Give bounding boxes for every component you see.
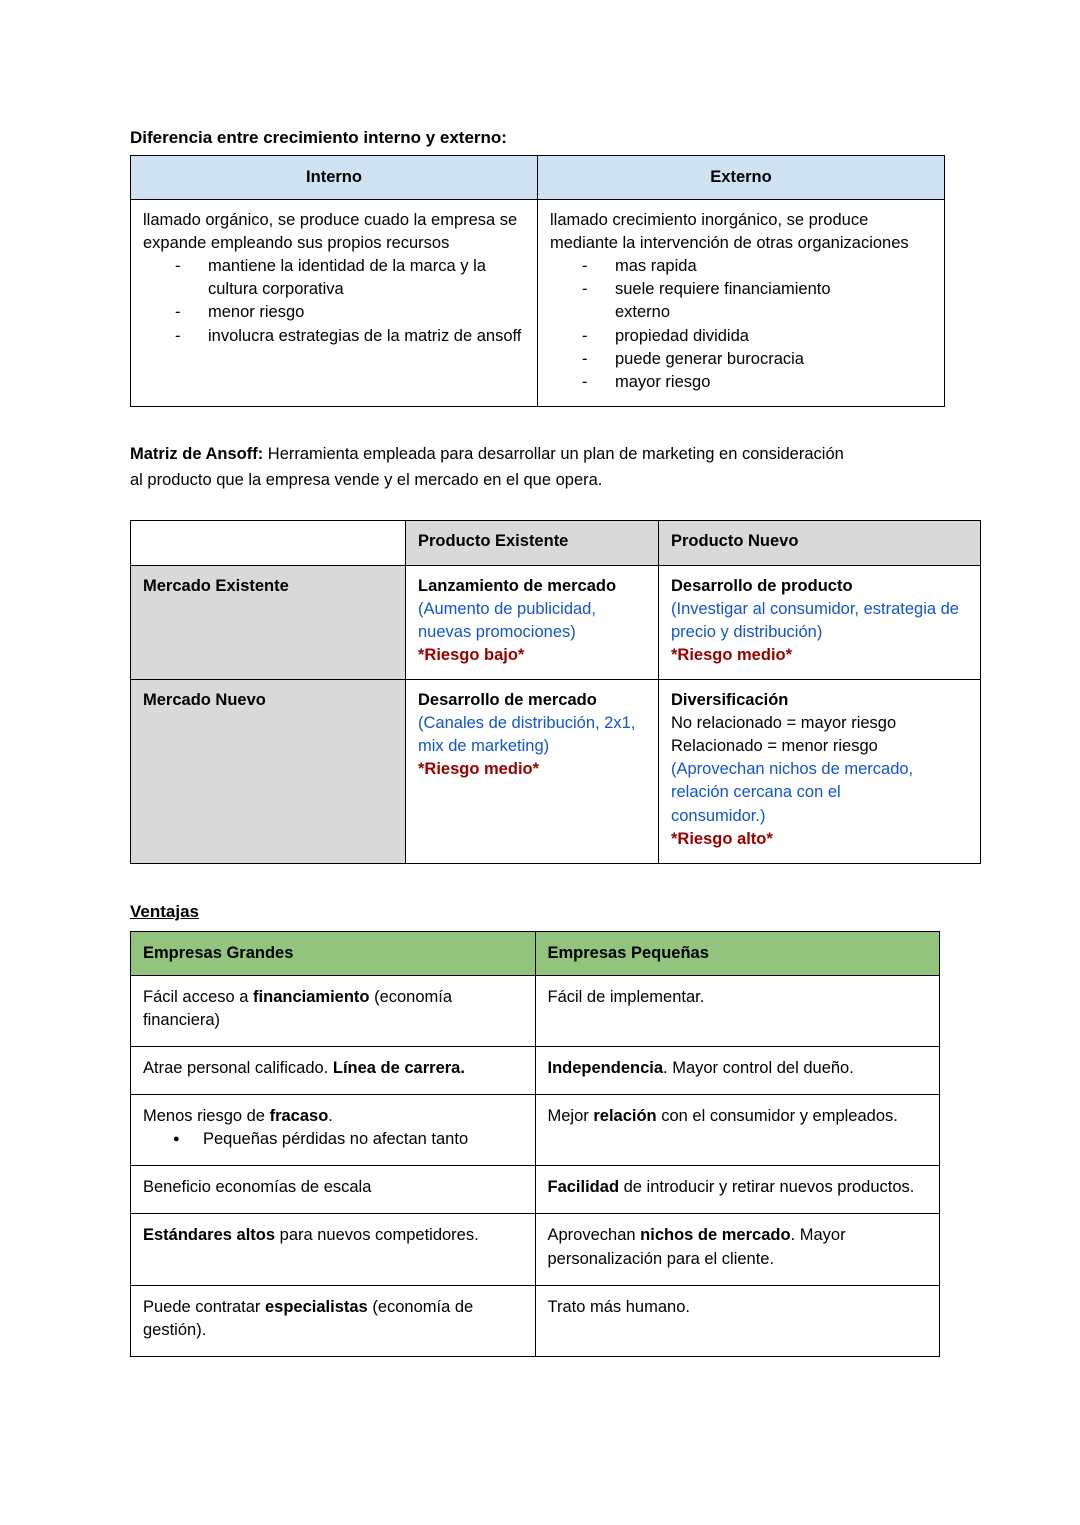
text-segment: Facilidad	[547, 1178, 620, 1197]
cell-risk: *Riesgo bajo*	[418, 646, 525, 664]
row-header-mercado-nuevo: Mercado Nuevo	[131, 680, 406, 864]
text-segment: especialistas	[265, 1297, 368, 1316]
ventajas-row	[131, 1214, 940, 1285]
text-segment: Línea de carrera.	[332, 1059, 465, 1078]
list-item-text: mantiene la identidad de la marca y la cultura corporativa	[208, 257, 486, 299]
cell-grandes-economias	[131, 1166, 536, 1214]
text-segment: para nuevos competidores.	[275, 1226, 479, 1245]
list-item-text: mayor riesgo	[615, 372, 711, 391]
ansoff-corner-cell	[131, 520, 406, 565]
interno-intro: llamado orgánico, se produce cuado la empresa se expande empleando sus propios recursos	[143, 211, 518, 253]
cell-grandes-estandares	[131, 1214, 536, 1285]
text-segment: Independencia	[547, 1059, 664, 1078]
bullet-item	[143, 1128, 523, 1151]
text-segment: Atrae personal calificado.	[143, 1059, 333, 1078]
text-segment: Mejor	[547, 1107, 594, 1126]
cell-pequenas-implementar	[535, 975, 940, 1046]
bullet-text: Pequeñas pérdidas no afectan tanto	[203, 1130, 469, 1149]
ansoff-cell-desarrollo-de-producto	[659, 565, 981, 679]
cell-title: Desarrollo de mercado	[418, 691, 597, 710]
dash-marker: -	[582, 257, 588, 276]
column-header-producto-existente: Producto Existente	[406, 520, 659, 565]
cell-risk: *Riesgo alto*	[671, 829, 773, 848]
list-item-text: menor riesgo	[208, 303, 305, 322]
cell-detail: (Aprovechan nichos de mercado, relación cercana con el consumidor.)	[671, 760, 914, 825]
cell-line: No relacionado = mayor riesgo	[671, 714, 897, 733]
ansoff-intro-rest: Herramienta empleada para desarrollar un plan de marketing en consideración al producto que la empresa vende y el mercado en el que opera.	[130, 444, 844, 490]
list-item	[175, 255, 527, 301]
cell-pequenas-independencia	[535, 1047, 940, 1095]
bullet-marker: ●	[173, 1133, 180, 1146]
text-segment: (economía de gestión).	[143, 1297, 474, 1339]
cell-risk: *Riesgo medio*	[418, 760, 540, 779]
cell-grandes-financiamiento	[131, 975, 536, 1046]
text-segment: de introducir y retirar nuevos productos.	[619, 1178, 915, 1197]
cell-line: Relacionado = menor riesgo	[671, 737, 878, 756]
column-header-interno: Interno	[131, 156, 538, 200]
ventajas-row	[131, 1166, 940, 1214]
text-segment: .	[328, 1107, 333, 1126]
cell-pequenas-nichos	[535, 1214, 940, 1285]
ansoff-row-mercado-nuevo	[131, 680, 981, 864]
row-header-mercado-existente: Mercado Existente	[131, 565, 406, 679]
ansoff-cell-lanzamiento-de-mercado	[406, 565, 659, 679]
ventajas-header-row	[131, 931, 940, 975]
ventajas-row	[131, 1047, 940, 1095]
cell-pequenas-facilidad	[535, 1166, 940, 1214]
table-header-row	[131, 156, 945, 200]
text-segment: Estándares altos	[143, 1226, 276, 1245]
list-item-text: propiedad dividida	[615, 326, 749, 345]
table-ansoff-matrix	[130, 520, 981, 864]
list-item	[582, 255, 934, 278]
dash-marker: -	[582, 372, 588, 391]
dash-marker: -	[175, 326, 181, 345]
cell-pequenas-trato	[535, 1285, 940, 1356]
text-segment: fracaso	[269, 1107, 329, 1126]
dash-marker: -	[175, 303, 181, 322]
text-segment: con el consumidor y empleados.	[656, 1107, 898, 1126]
column-header-producto-nuevo: Producto Nuevo	[659, 520, 981, 565]
text-segment: relación	[593, 1107, 657, 1126]
list-item	[582, 348, 934, 371]
list-item	[582, 278, 934, 324]
text-segment: Aprovechan	[547, 1226, 641, 1245]
cell-detail: (Canales de distribución, 2x1, mix de marketing)	[418, 714, 636, 756]
cell-title: Diversificación	[671, 691, 789, 710]
cell-pequenas-relacion	[535, 1095, 940, 1166]
text-segment: Beneficio economías de escala	[143, 1178, 372, 1197]
cell-grandes-riesgo	[131, 1095, 536, 1166]
text-segment: Trato más humano.	[547, 1297, 690, 1316]
externo-intro: llamado crecimiento inorgánico, se produce mediante la intervención de otras organizaciones	[550, 211, 909, 253]
cell-interno	[131, 200, 538, 407]
column-header-empresas-grandes: Empresas Grandes	[131, 931, 536, 975]
ventajas-row	[131, 1095, 940, 1166]
list-item-text: suele requiere financiamiento externo	[615, 280, 831, 322]
list-item	[582, 325, 934, 348]
text-segment: . Mayor control del dueño.	[663, 1059, 854, 1078]
list-item-text: mas rapida	[615, 257, 697, 276]
dash-marker: -	[582, 326, 588, 345]
heading-ventajas: Ventajas	[130, 901, 199, 921]
cell-grandes-personal	[131, 1047, 536, 1095]
ansoff-cell-diversificacion	[659, 680, 981, 864]
ventajas-row	[131, 1285, 940, 1356]
interno-list	[143, 255, 527, 347]
text-segment: financiamiento	[253, 987, 370, 1006]
ansoff-header-row	[131, 520, 981, 565]
table-ventajas	[130, 931, 940, 1357]
externo-list	[550, 255, 934, 394]
text-segment: Puede contratar	[143, 1297, 265, 1316]
text-segment: Fácil acceso a	[143, 987, 254, 1006]
cell-title: Lanzamiento de mercado	[418, 576, 617, 595]
ansoff-row-mercado-existente	[131, 565, 981, 679]
list-item-text: involucra estrategias de la matriz de ansoff	[208, 326, 522, 345]
text-segment: nichos de mercado	[640, 1226, 791, 1245]
list-item	[175, 301, 527, 324]
cell-detail: (Investigar al consumidor, estrategia de precio y distribución)	[671, 599, 959, 641]
ansoff-intro-lead: Matriz de Ansoff:	[130, 444, 264, 463]
column-header-externo: Externo	[538, 156, 945, 200]
heading-crecimiento: Diferencia entre crecimiento interno y externo:	[130, 128, 507, 147]
list-item-text: puede generar burocracia	[615, 349, 804, 368]
text-segment: Fácil de implementar.	[547, 987, 705, 1006]
ventajas-row	[131, 975, 940, 1046]
list-item	[175, 325, 527, 348]
list-item	[582, 371, 934, 394]
dash-marker: -	[582, 349, 588, 368]
cell-grandes-especialistas	[131, 1285, 536, 1356]
text-segment: . Mayor personalización para el cliente.	[547, 1226, 846, 1268]
table-body-row	[131, 200, 945, 407]
dash-marker: -	[175, 257, 181, 276]
ansoff-cell-desarrollo-de-mercado	[406, 680, 659, 864]
cell-title: Desarrollo de producto	[671, 576, 853, 595]
cell-text	[143, 1105, 523, 1128]
cell-detail: (Aumento de publicidad, nuevas promociones)	[418, 599, 596, 641]
cell-externo	[538, 200, 945, 407]
text-segment: (economía financiera)	[143, 987, 453, 1029]
table-interno-externo	[130, 155, 945, 407]
dash-marker: -	[582, 280, 588, 299]
ansoff-intro-paragraph	[130, 441, 855, 494]
text-segment: Menos riesgo de	[143, 1107, 270, 1126]
column-header-empresas-pequenas: Empresas Pequeñas	[535, 931, 940, 975]
cell-risk: *Riesgo medio*	[671, 646, 793, 664]
